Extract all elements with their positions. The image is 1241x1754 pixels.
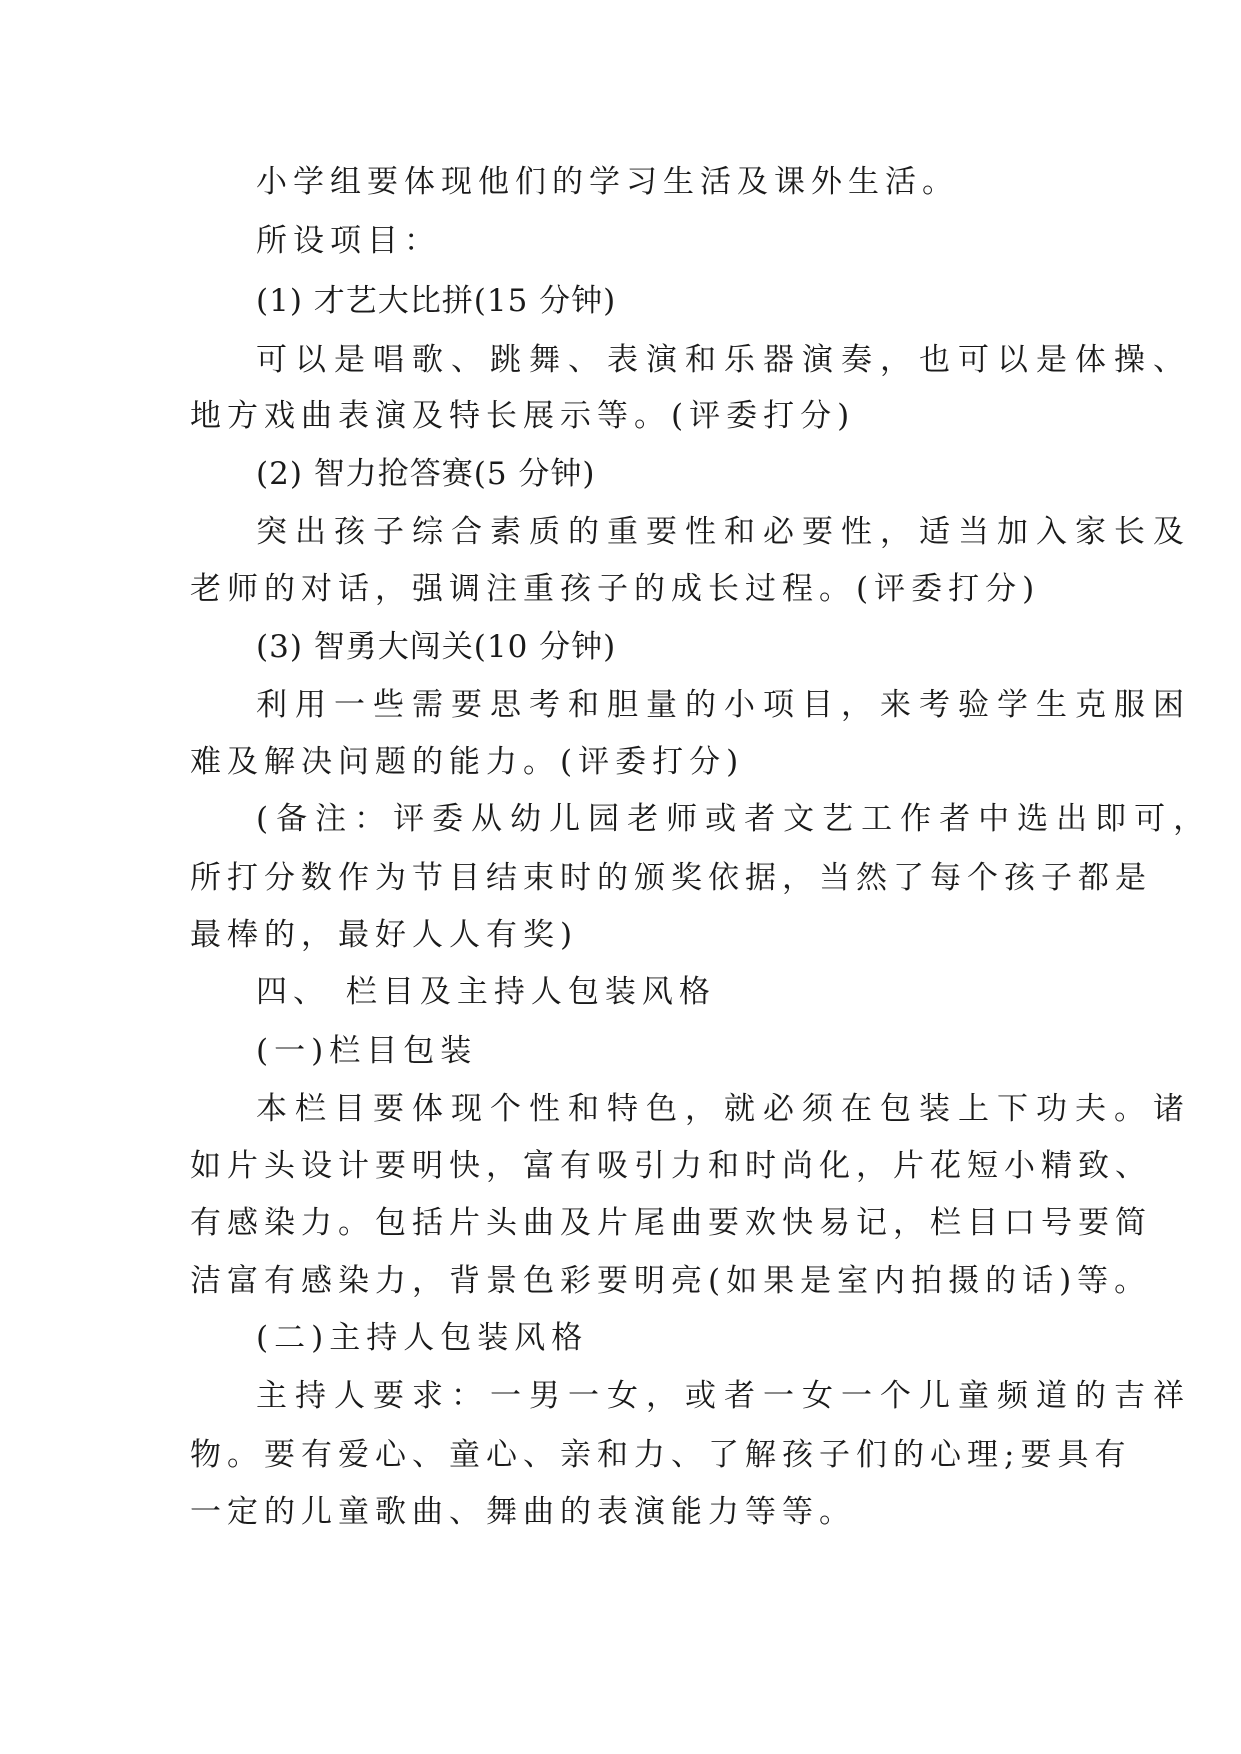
paragraph-line: (备注：评委从幼儿园老师或者文艺工作者中选出即可， <box>256 801 1213 837</box>
paragraph-line: 所打分数作为节目结束时的颁奖依据，当然了每个孩子都是 <box>190 860 1152 896</box>
section-heading: 四、 栏目及主持人包装风格 <box>256 974 716 1010</box>
paragraph-line: 如片头设计要明快，富有吸引力和时尚化，片花短小精致、 <box>190 1148 1152 1184</box>
paragraph-line: 本栏目要体现个性和特色，就必须在包装上下功夫。诸 <box>256 1091 1192 1127</box>
paragraph-line: (2) 智力抢答赛(5 分钟) <box>256 456 596 492</box>
paragraph-line: 地方戏曲表演及特长展示等。(评委打分) <box>190 398 856 434</box>
paragraph-line: 所设项目： <box>256 223 441 259</box>
subsection-heading: (二)主持人包装风格 <box>256 1320 589 1356</box>
paragraph-line: 洁富有感染力，背景色彩要明亮(如果是室内拍摄的话)等。 <box>190 1263 1152 1299</box>
paragraph-line: (1) 才艺大比拼(15 分钟) <box>256 283 617 319</box>
paragraph-line: 物。要有爱心、童心、亲和力、了解孩子们的心理;要具有 <box>190 1437 1132 1473</box>
paragraph-line: 老师的对话，强调注重孩子的成长过程。(评委打分) <box>190 571 1041 607</box>
paragraph-line: 一定的儿童歌曲、舞曲的表演能力等等。 <box>190 1494 856 1530</box>
paragraph-line: 小学组要体现他们的学习生活及课外生活。 <box>256 164 959 200</box>
paragraph-line: 利用一些需要思考和胆量的小项目，来考验学生克服困 <box>256 687 1192 723</box>
paragraph-line: 最棒的，最好人人有奖) <box>190 917 579 953</box>
paragraph-line: 突出孩子综合素质的重要性和必要性，适当加入家长及 <box>256 514 1192 550</box>
paragraph-line: 可以是唱歌、跳舞、表演和乐器演奏，也可以是体操、 <box>256 342 1192 378</box>
paragraph-line: 有感染力。包括片头曲及片尾曲要欢快易记，栏目口号要简 <box>190 1205 1152 1241</box>
paragraph-line: (3) 智勇大闯关(10 分钟) <box>256 629 617 665</box>
paragraph-line: 难及解决问题的能力。(评委打分) <box>190 744 745 780</box>
paragraph-line: 主持人要求：一男一女，或者一女一个儿童频道的吉祥 <box>256 1378 1192 1414</box>
subsection-heading: (一)栏目包装 <box>256 1033 478 1069</box>
